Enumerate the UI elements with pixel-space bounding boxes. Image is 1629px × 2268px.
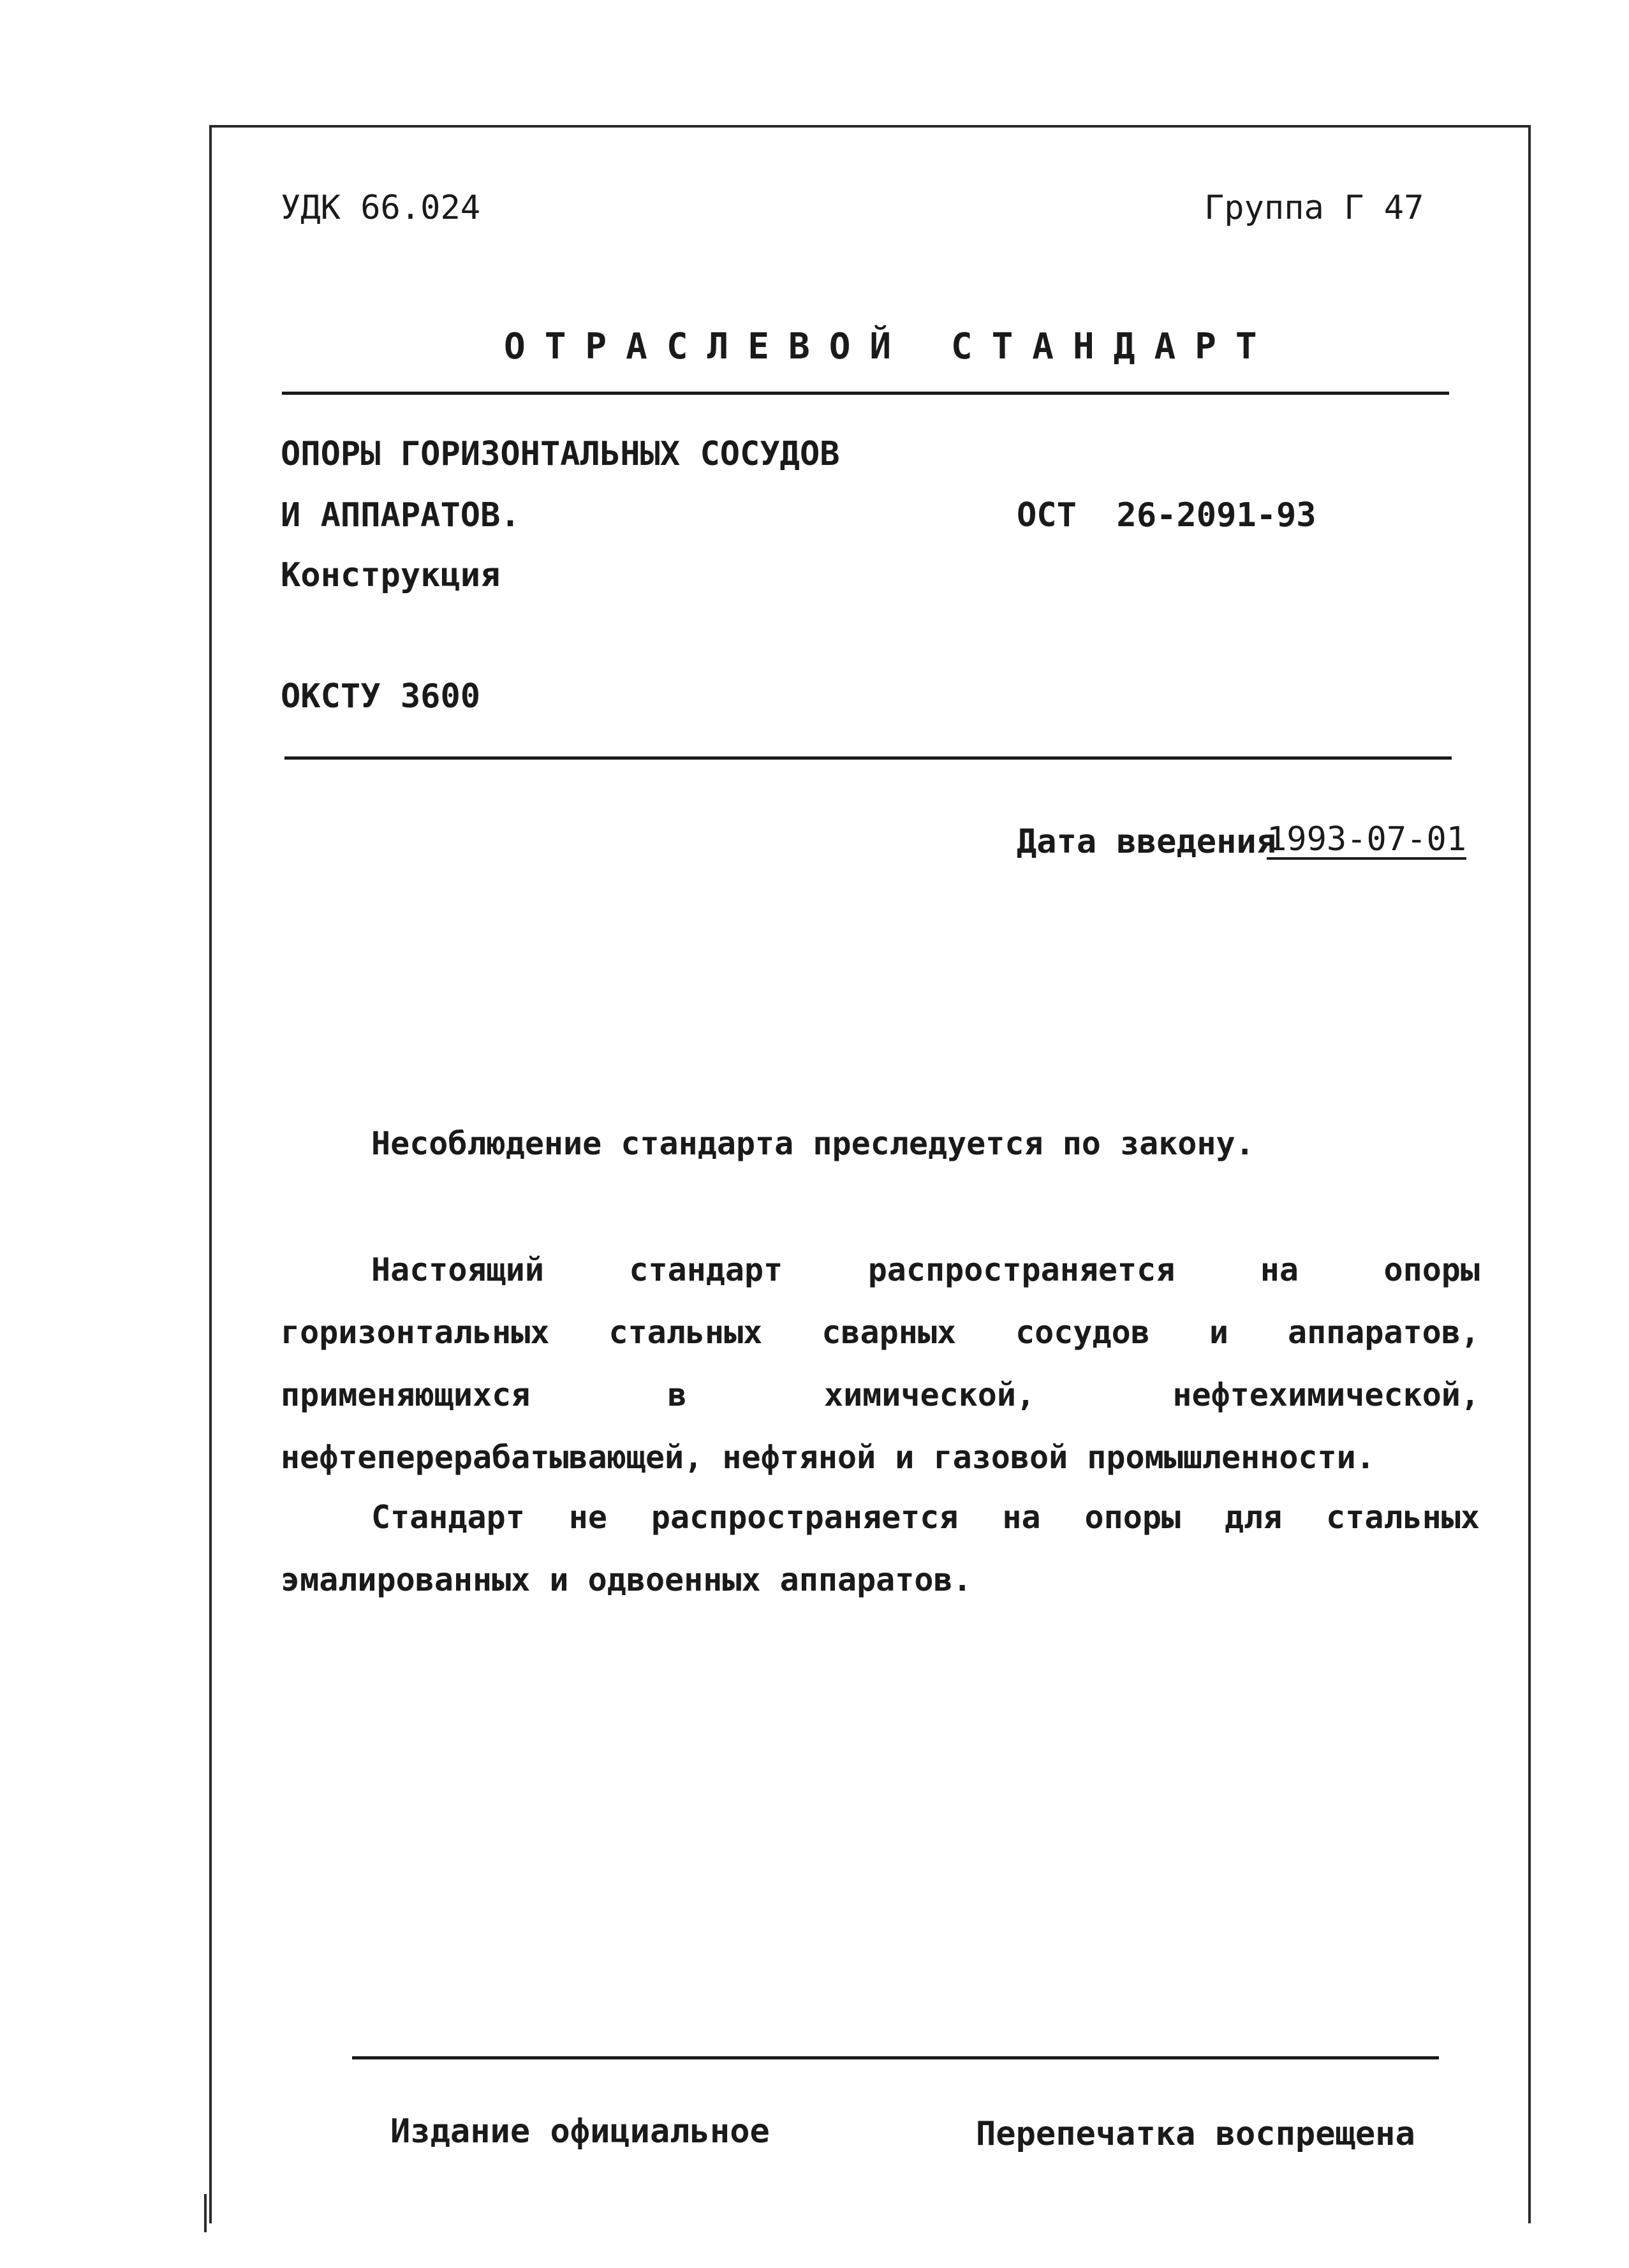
standard-code: ОСТ 26-2091-93 [1017,496,1316,534]
date-label: Дата введения [1017,823,1276,861]
date-value: 1993-07-01 [1267,820,1467,858]
paragraph-1-text: Настоящий стандарт распространяется на опоры горизонтальных стальных сварных сосудов и аппаратов, применяющихся в химической, нефтехимической, нефтеперерабатывающей, нефтяной и газовой промышленности. [281,1251,1480,1476]
footer-official-edition: Издание официальное [390,2112,770,2151]
frame-tick [204,2194,207,2232]
paragraph-1 [281,1239,1480,1489]
paragraph-2-text: Стандарт не распространяется на опоры для стальных эмалированных и одвоенных аппаратов. [281,1499,1480,1598]
group-code: Группа Г 47 [1204,189,1424,227]
standard-name-line1: ОПОРЫ ГОРИЗОНТАЛЬНЫХ СОСУДОВ [281,435,840,473]
standard-name-line3: Конструкция [281,556,501,594]
warning-line: Несоблюдение стандарта преследуется по закону. [371,1125,1255,1162]
udk-code: УДК 66.024 [281,189,481,227]
footer-reprint-forbidden: Перепечатка воспрещена [976,2115,1415,2153]
paragraph-2 [281,1486,1480,1611]
warning-text [281,1112,1480,1175]
footer-rule [352,2056,1439,2059]
okstu-code: ОКСТУ 3600 [281,677,481,716]
header-rule [284,756,1452,760]
title-rule [282,392,1449,395]
document-title: ОТРАСЛЕВОЙ СТАНДАРТ [504,326,1276,367]
standard-name-line2: И АППАРАТОВ. [281,496,520,534]
